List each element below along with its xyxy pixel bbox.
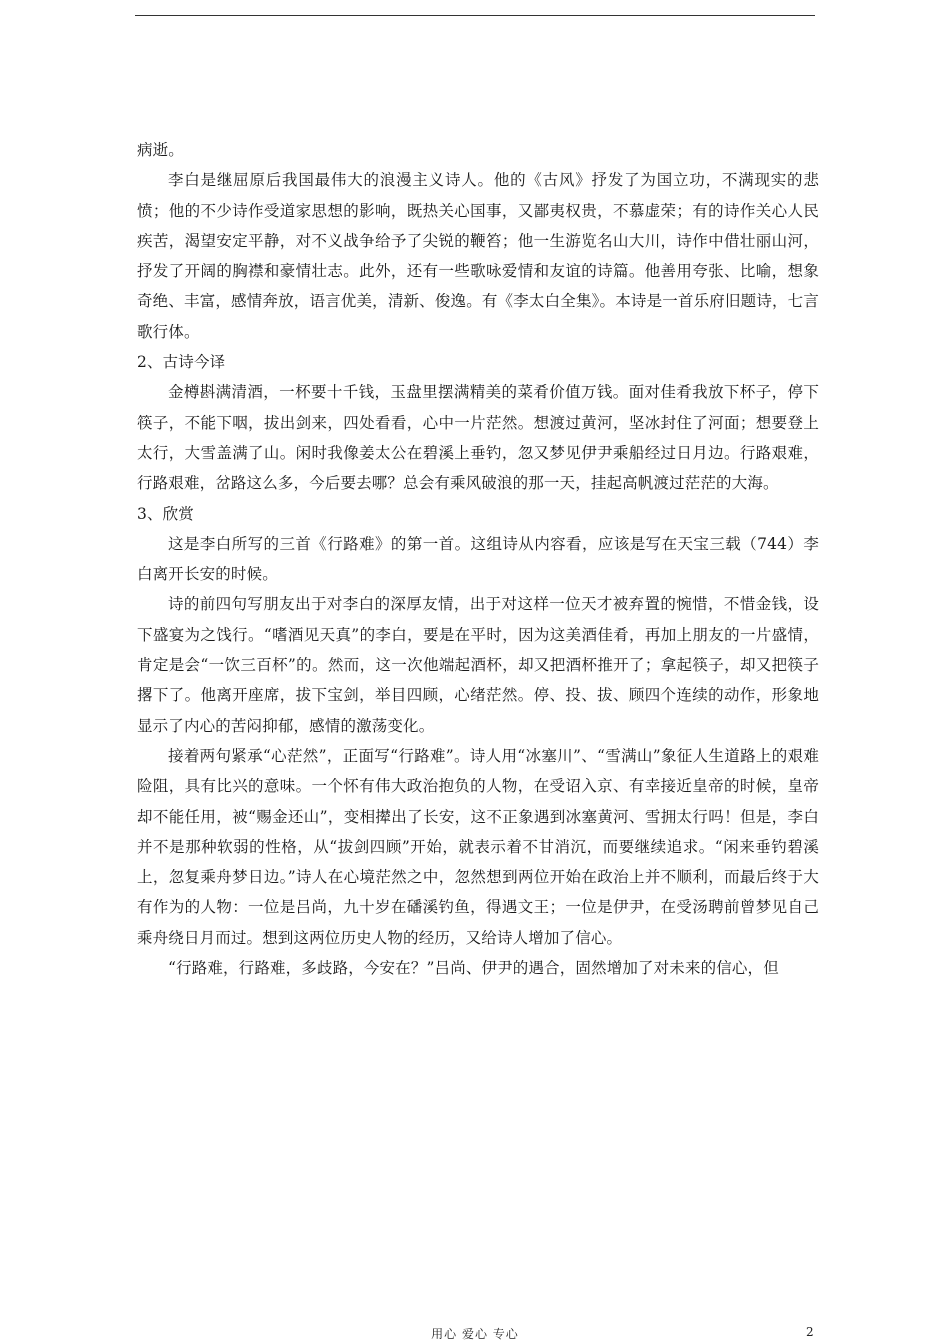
paragraph-continuation: 病逝。 (137, 141, 184, 159)
paragraph-appreciation-first-four: 诗的前四句写朋友出于对李白的深厚友情，出于对这样一位天才被弃置的惋惜，不惜金钱，设下盛宴为之饯行。“嗜酒见天真”的李白，要是在平时，因为这美酒佳肴，再加上朋友的一片盛情，肯定是会“一饮三百杯”的。然而，这一次他端起酒杯，却又把酒杯推开了；拿起筷子，却又把筷子撂下了。他离开座席，拔下宝剑，举目四顾，心绪茫然。停、投、拔、顾四个连续的动作，形象地显示了内心的苦闷抑郁，感情的激荡变化。 (137, 595, 819, 735)
section-heading-translation: 2、古诗今译 (137, 353, 226, 372)
footer-motto: 用心 爱心 专心 (431, 1327, 519, 1341)
paragraph-appreciation-final: “行路难，行路难，多歧路，今安在？”吕尚、伊尹的遇合，固然增加了对未来的信心，但 (168, 959, 779, 978)
paragraph-appreciation-context: 这是李白所写的三首《行路难》的第一首。这组诗从内容看，应该是写在天宝三载（744）李白离开长安的时候。 (137, 534, 819, 584)
paragraph-appreciation-next-lines: 接着两句紧承“心茫然”，正面写“行路难”。诗人用“冰塞川”、“雪满山”象征人生道路上的艰难险阻，具有比兴的意味。一个怀有伟大政治抱负的人物，在受诏入京、有幸接近皇帝的时候，皇帝却不能任用，被“赐金还山”，变相撵出了长安，这不正象遇到冰塞黄河、雪拥太行吗！但是，李白并不是那种软弱的性格，从“拔剑四顾”开始，就表示着不甘消沉，而要继续追求。“闲来垂钓碧溪上，忽复乘舟梦日边。”诗人在心境茫然之中，忽然想到两位开始在政治上并不顺利，而最后终于大有作为的人物：一位是吕尚，九十岁在磻溪钓鱼，得遇文王；一位是伊尹，在受汤聘前曾梦见自己乘舟绕日月而过。想到这两位历史人物的经历，又给诗人增加了信心。 (137, 746, 819, 947)
paragraph-li-bai-intro: 李白是继屈原后我国最伟大的浪漫主义诗人。他的《古风》抒发了为国立功，不满现实的悲愤；他的不少诗作受道家思想的影响，既热关心国事，又鄙夷权贵，不慕虚荣；有的诗作关心人民疾苦，渴望安定平静，对不义战争给予了尖锐的鞭笞；他一生游览名山大川，诗作中借壮丽山河，抒发了开阔的胸襟和豪情壮志。此外，还有一些歌咏爱情和友谊的诗篇。他善用夸张、比喻，想象奇绝、丰富，感情奔放，语言优美，清新、俊逸。有《李太白全集》。本诗是一首乐府旧题诗，七言歌行体。 (137, 171, 819, 341)
document-body (137, 135, 819, 983)
paragraph-translation: 金樽斟满清酒，一杯要十千钱，玉盘里摆满精美的菜肴价值万钱。面对佳肴我放下杯子，停下筷子，不能下咽，拔出剑来，四处看看，心中一片茫然。想渡过黄河，坚冰封住了河面；想要登上太行，大雪盖满了山。闲时我像姜太公在碧溪上垂钓，忽又梦见伊尹乘船经过日月边。行路艰难，行路艰难，岔路这么多，今后要去哪？总会有乘风破浪的那一天，挂起高帆渡过茫茫的大海。 (137, 383, 819, 493)
page-number: 2 (806, 1325, 814, 1339)
section-heading-appreciation: 3、欣赏 (137, 504, 194, 523)
header-rule (135, 15, 815, 16)
